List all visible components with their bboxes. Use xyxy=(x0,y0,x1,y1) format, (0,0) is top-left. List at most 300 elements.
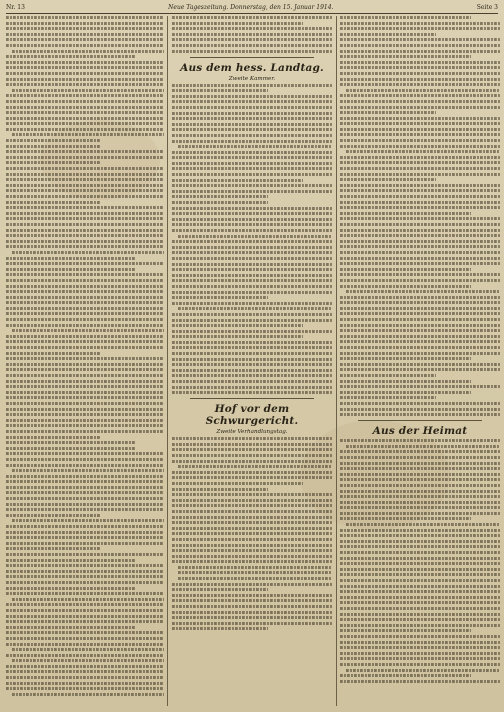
text-line xyxy=(340,329,500,332)
text-line xyxy=(172,560,332,563)
article-title-landtag: Aus dem hess. Landtag. xyxy=(180,61,324,74)
text-line xyxy=(178,571,332,574)
text-line xyxy=(6,620,164,623)
text-line xyxy=(340,257,500,260)
text-line xyxy=(340,22,500,25)
text-line xyxy=(172,324,303,327)
text-line xyxy=(340,629,471,632)
text-block xyxy=(340,439,500,683)
text-line xyxy=(172,50,332,53)
text-line xyxy=(172,229,332,232)
text-line xyxy=(6,531,164,534)
page-header xyxy=(6,2,498,14)
text-line xyxy=(172,476,332,479)
text-line xyxy=(172,527,332,530)
text-line xyxy=(6,441,136,444)
text-line xyxy=(6,212,164,215)
text-line xyxy=(172,471,332,474)
text-line xyxy=(340,462,500,465)
text-line xyxy=(340,189,500,192)
text-line xyxy=(172,443,332,446)
text-line xyxy=(340,657,500,660)
text-line xyxy=(6,654,164,657)
text-line xyxy=(340,83,500,86)
text-line xyxy=(6,385,164,388)
text-line xyxy=(172,488,268,491)
text-line xyxy=(340,545,500,548)
text-line xyxy=(6,352,101,355)
text-line xyxy=(6,637,164,640)
text-line xyxy=(6,346,164,349)
text-line xyxy=(340,285,471,288)
text-line xyxy=(340,450,500,453)
text-line xyxy=(340,473,500,476)
text-line xyxy=(340,579,500,582)
text-line xyxy=(340,262,500,265)
text-line xyxy=(340,240,500,243)
text-line xyxy=(346,523,500,526)
column-rule xyxy=(167,16,168,706)
text-line xyxy=(340,117,500,120)
text-line xyxy=(172,583,332,586)
text-line xyxy=(172,493,332,496)
text-line xyxy=(12,251,164,254)
text-line xyxy=(6,464,164,467)
text-line xyxy=(340,568,500,571)
text-line xyxy=(340,217,500,220)
text-line xyxy=(172,319,332,322)
text-line xyxy=(6,83,164,86)
text-line xyxy=(6,687,164,690)
text-line xyxy=(6,643,164,646)
text-line xyxy=(340,312,500,315)
text-line xyxy=(340,111,436,114)
text-line xyxy=(340,408,500,411)
text-line xyxy=(6,682,164,685)
text-line xyxy=(172,599,332,602)
text-line xyxy=(172,386,332,389)
text-line xyxy=(340,357,471,360)
text-line xyxy=(340,223,500,226)
text-line xyxy=(340,534,500,537)
text-line xyxy=(6,156,164,159)
text-line xyxy=(340,439,500,442)
text-line xyxy=(12,133,164,136)
text-line xyxy=(172,521,332,524)
text-line xyxy=(6,631,164,634)
text-line xyxy=(340,624,500,627)
text-line xyxy=(172,330,332,333)
text-line xyxy=(172,106,332,109)
text-line xyxy=(6,189,164,192)
text-line xyxy=(6,396,164,399)
text-line xyxy=(340,346,500,349)
text-line xyxy=(172,184,332,187)
text-line xyxy=(172,510,332,513)
text-line xyxy=(12,89,164,92)
text-line xyxy=(340,613,500,616)
text-line xyxy=(178,577,332,580)
text-line xyxy=(340,66,500,69)
text-line xyxy=(172,201,268,204)
text-line xyxy=(6,301,164,304)
text-line xyxy=(172,437,332,440)
text-line xyxy=(6,497,164,500)
text-line xyxy=(172,134,332,137)
text-line xyxy=(6,72,164,75)
text-line xyxy=(6,139,101,142)
text-block xyxy=(172,84,332,395)
text-line xyxy=(172,291,332,294)
text-line xyxy=(340,55,471,58)
text-line xyxy=(340,122,500,125)
text-line xyxy=(172,482,303,485)
text-line xyxy=(172,588,268,591)
text-line xyxy=(340,363,500,366)
text-line xyxy=(172,460,332,463)
text-line xyxy=(6,503,164,506)
text-line xyxy=(6,78,164,81)
text-line xyxy=(340,301,500,304)
text-line xyxy=(340,385,500,388)
text-line xyxy=(172,112,332,115)
text-line xyxy=(6,408,164,411)
text-line xyxy=(340,506,500,509)
text-line xyxy=(340,512,500,515)
text-line xyxy=(340,50,500,53)
masthead: Neue Tageszeitung. Donnerstag, den 15. Januar 1914. xyxy=(168,4,334,11)
text-line xyxy=(6,525,164,528)
text-line xyxy=(340,229,500,232)
text-line xyxy=(172,346,332,349)
text-line xyxy=(172,123,332,126)
text-line xyxy=(6,167,164,170)
text-line xyxy=(172,190,332,193)
text-line xyxy=(172,352,332,355)
column-1 xyxy=(6,16,164,708)
text-line xyxy=(172,274,332,277)
text-line xyxy=(340,161,500,164)
text-line xyxy=(6,206,164,209)
text-line xyxy=(340,391,471,394)
text-line xyxy=(340,340,500,343)
text-line xyxy=(172,268,332,271)
text-line xyxy=(172,156,332,159)
text-line xyxy=(340,467,500,470)
text-line xyxy=(172,504,332,507)
column-rule xyxy=(336,16,337,706)
text-line xyxy=(6,491,164,494)
text-line xyxy=(6,575,164,578)
text-line xyxy=(340,562,500,565)
text-line xyxy=(340,279,500,282)
text-line xyxy=(340,607,500,610)
text-line xyxy=(340,307,500,310)
text-line xyxy=(172,89,268,92)
text-line xyxy=(340,234,500,237)
text-line xyxy=(6,436,101,439)
text-line xyxy=(346,669,500,672)
text-line xyxy=(340,318,500,321)
text-line xyxy=(346,89,500,92)
text-line xyxy=(340,212,471,215)
text-line xyxy=(6,547,101,550)
text-line xyxy=(172,16,332,19)
text-line xyxy=(12,329,164,332)
text-line xyxy=(340,413,500,416)
text-line xyxy=(6,145,101,148)
text-line xyxy=(172,27,332,30)
text-line xyxy=(172,391,332,394)
text-line xyxy=(6,514,101,517)
text-line xyxy=(6,184,164,187)
text-line xyxy=(6,363,164,366)
text-line xyxy=(12,598,164,601)
text-line xyxy=(172,128,332,131)
text-line xyxy=(340,601,500,604)
text-line xyxy=(6,312,164,315)
text-line xyxy=(6,670,164,673)
text-line xyxy=(172,538,332,541)
text-line xyxy=(6,257,136,260)
text-line xyxy=(178,307,332,310)
text-line xyxy=(6,61,164,64)
text-line xyxy=(340,78,500,81)
text-line xyxy=(172,140,332,143)
text-line xyxy=(172,212,332,215)
text-line xyxy=(6,307,164,310)
text-line xyxy=(340,646,500,649)
text-line xyxy=(6,335,164,338)
text-line xyxy=(340,139,500,142)
divider xyxy=(190,57,314,58)
text-line xyxy=(172,594,332,597)
text-line xyxy=(6,122,164,125)
text-line xyxy=(6,268,136,271)
article-subtitle-landtag: Zweite Kammer. xyxy=(228,75,276,82)
text-line xyxy=(12,469,164,472)
text-line xyxy=(172,296,268,299)
text-line xyxy=(6,217,164,220)
divider xyxy=(190,398,314,399)
text-line xyxy=(6,508,164,511)
text-line xyxy=(6,290,164,293)
text-line xyxy=(6,279,164,282)
text-line xyxy=(6,33,164,36)
text-line xyxy=(172,44,332,47)
text-line xyxy=(172,369,332,372)
text-line xyxy=(340,100,500,103)
text-line xyxy=(340,296,500,299)
text-line xyxy=(6,324,164,327)
text-line xyxy=(172,374,332,377)
text-line xyxy=(172,516,332,519)
text-line xyxy=(172,257,332,260)
text-line xyxy=(340,396,436,399)
text-line xyxy=(340,551,500,554)
text-line xyxy=(6,38,164,41)
text-line xyxy=(340,641,500,644)
text-line xyxy=(6,475,164,478)
text-line xyxy=(6,542,164,545)
text-line xyxy=(6,587,136,590)
text-line xyxy=(172,167,332,170)
text-line xyxy=(346,290,500,293)
text-line xyxy=(6,374,164,377)
text-line xyxy=(172,223,332,226)
text-line xyxy=(172,151,332,154)
text-line xyxy=(172,499,332,502)
text-line xyxy=(6,559,136,562)
text-line xyxy=(172,448,332,451)
text-line xyxy=(6,173,164,176)
text-line xyxy=(340,206,500,209)
text-line xyxy=(340,72,500,75)
text-line xyxy=(6,340,164,343)
text-line xyxy=(340,596,500,599)
text-line xyxy=(172,218,332,221)
text-line xyxy=(340,251,500,254)
text-line xyxy=(172,313,332,316)
text-line xyxy=(6,570,164,573)
text-line xyxy=(172,246,332,249)
text-line xyxy=(172,240,332,243)
text-line xyxy=(340,178,436,181)
text-line xyxy=(340,484,500,487)
article-title-heimat: Aus der Heimat xyxy=(372,425,468,438)
text-line xyxy=(340,201,500,204)
text-line xyxy=(6,665,164,668)
text-line xyxy=(340,652,500,655)
text-line xyxy=(6,285,164,288)
column-3 xyxy=(340,16,500,708)
text-line xyxy=(340,635,500,638)
text-line xyxy=(12,50,164,53)
text-line xyxy=(6,55,136,58)
text-line xyxy=(340,585,500,588)
text-line xyxy=(172,555,332,558)
text-line xyxy=(172,605,332,608)
text-line xyxy=(172,358,332,361)
article-title-schwurgericht: Hof vor dem Schwurgericht. xyxy=(205,403,299,428)
text-line xyxy=(340,173,500,176)
text-line xyxy=(6,27,164,30)
text-line xyxy=(6,94,164,97)
text-line xyxy=(340,680,500,683)
text-line xyxy=(172,279,332,282)
text-line xyxy=(340,674,471,677)
text-line xyxy=(340,27,500,30)
text-line xyxy=(172,611,332,614)
text-line xyxy=(6,296,164,299)
text-line xyxy=(6,16,164,19)
text-line xyxy=(6,419,164,422)
text-line xyxy=(6,117,164,120)
text-line xyxy=(340,16,471,19)
text-line xyxy=(172,38,332,41)
text-line xyxy=(340,128,500,131)
text-line xyxy=(6,150,164,153)
divider xyxy=(358,420,482,421)
text-line xyxy=(6,402,164,405)
text-line xyxy=(6,66,164,69)
text-line xyxy=(340,490,500,493)
text-line xyxy=(6,581,164,584)
text-line xyxy=(340,195,500,198)
text-line xyxy=(340,61,500,64)
text-line xyxy=(340,268,471,271)
text-line xyxy=(340,133,500,136)
text-line xyxy=(346,150,500,153)
text-line xyxy=(6,273,164,276)
text-line xyxy=(172,251,332,254)
text-line xyxy=(172,363,332,366)
text-line xyxy=(6,603,164,606)
text-line xyxy=(172,22,303,25)
text-line xyxy=(172,173,332,176)
text-line xyxy=(6,161,101,164)
text-line xyxy=(6,234,164,237)
text-line xyxy=(178,235,332,238)
text-line xyxy=(172,627,268,630)
text-line xyxy=(6,240,164,243)
text-line xyxy=(6,106,164,109)
text-line xyxy=(340,573,500,576)
text-line xyxy=(172,84,332,87)
text-line xyxy=(6,44,164,47)
text-line xyxy=(6,245,164,248)
text-line xyxy=(172,179,303,182)
text-line xyxy=(6,318,164,321)
text-line xyxy=(340,495,500,498)
text-line xyxy=(340,324,500,327)
text-line xyxy=(340,456,500,459)
text-line xyxy=(6,447,136,450)
text-line xyxy=(6,100,164,103)
text-line xyxy=(340,402,500,405)
text-line xyxy=(6,391,164,394)
text-line xyxy=(340,273,500,276)
text-line xyxy=(6,486,164,489)
text-line xyxy=(172,100,332,103)
text-line xyxy=(340,94,500,97)
text-line xyxy=(340,145,500,148)
text-line xyxy=(172,207,332,210)
text-line xyxy=(340,44,500,47)
text-block xyxy=(172,437,332,630)
text-line xyxy=(340,517,471,520)
text-line xyxy=(6,195,164,198)
text-line xyxy=(340,352,500,355)
text-line xyxy=(6,592,164,595)
text-line xyxy=(340,663,500,666)
text-line xyxy=(172,117,332,120)
text-line xyxy=(172,195,268,198)
text-line xyxy=(6,357,164,360)
article-subtitle-schwurgericht: Zweite Verhandlungstag. xyxy=(216,429,288,436)
text-line xyxy=(172,616,332,619)
text-line xyxy=(6,380,164,383)
text-line xyxy=(340,557,500,560)
text-line xyxy=(340,38,500,41)
text-line xyxy=(6,178,164,181)
text-line xyxy=(6,615,164,618)
text-line xyxy=(340,590,500,593)
text-line xyxy=(340,106,500,109)
text-line xyxy=(6,676,164,679)
text-line xyxy=(6,413,164,416)
text-line xyxy=(172,341,332,344)
